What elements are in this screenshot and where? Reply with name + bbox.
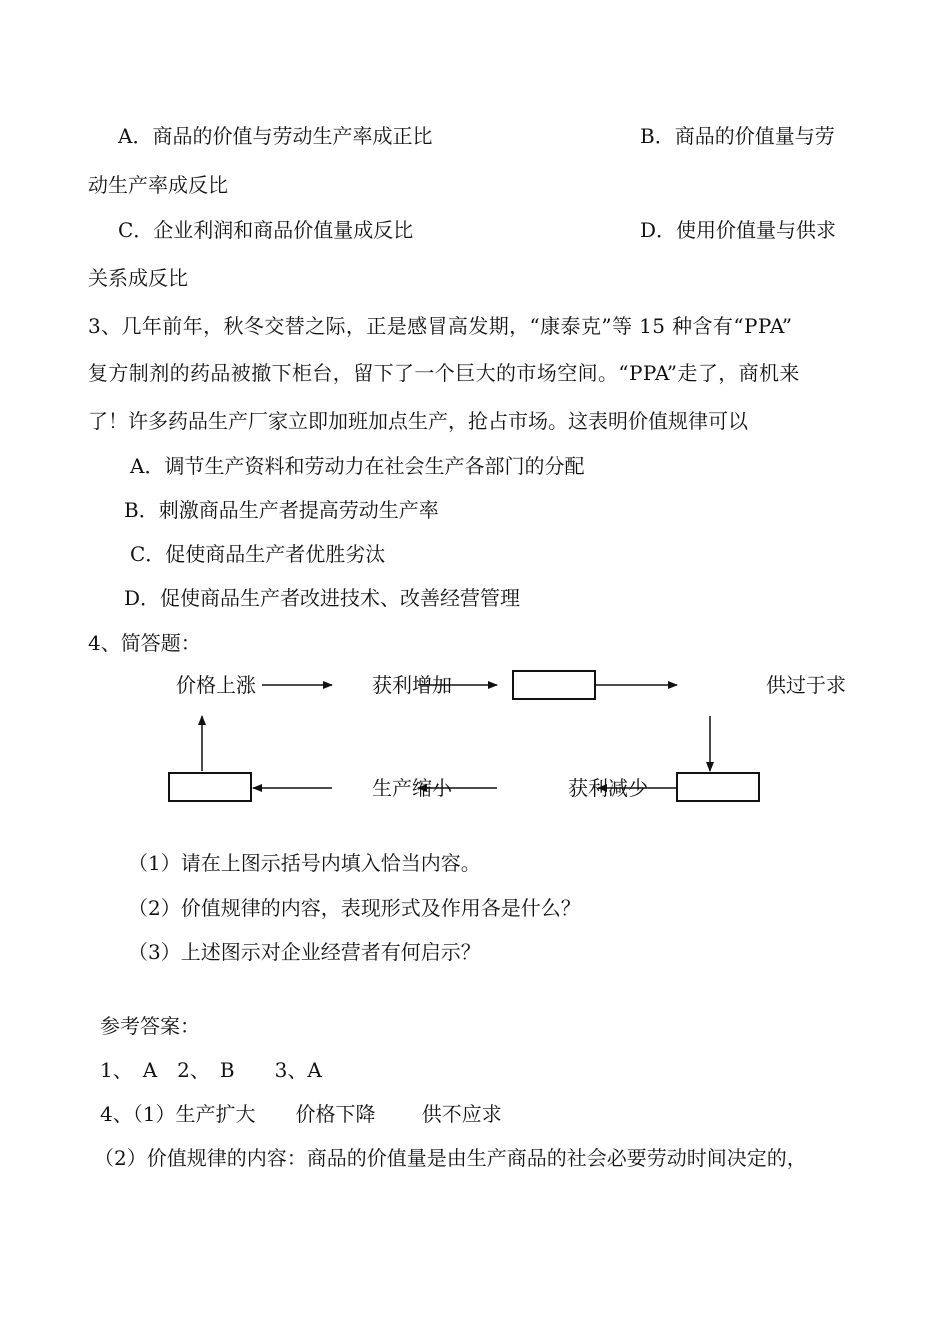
q3-text-line1: 3、几年前年，秋冬交替之际，正是感冒高发期，“康泰克”等 15 种含有“PPA” <box>88 314 793 338</box>
q3-option-d: D．促使商品生产者改进技术、改善经营管理 <box>124 586 521 610</box>
node-profit-down: 获利减少 <box>568 776 648 800</box>
q4-title: 4、简答题： <box>88 631 201 655</box>
q2-option-d: D．使用价值量与供求 <box>640 218 837 242</box>
q4-sub3: （3）上述图示对企业经营者有何启示？ <box>128 940 481 964</box>
answers-line2: 4、（1）生产扩大 价格下降 供不应求 <box>100 1102 502 1126</box>
node-supply-exceeds-demand: 供过于求 <box>766 673 846 697</box>
q3-text-line2: 复方制剂的药品被撤下柜台，留下了一个巨大的市场空间。“PPA”走了，商机来 <box>88 361 800 385</box>
q2-option-c: C．企业利润和商品价值量成反比 <box>118 218 414 242</box>
q3-option-c: C．促使商品生产者优胜劣汰 <box>130 542 386 566</box>
q2-option-d-continued: 关系成反比 <box>88 266 188 290</box>
q2-option-a: A．商品的价值与劳动生产率成正比 <box>118 124 433 148</box>
node-production-down: 生产缩小 <box>372 776 452 800</box>
q3-option-b: B．刺激商品生产者提高劳动生产率 <box>124 498 439 522</box>
node-price-up: 价格上涨 <box>176 673 256 697</box>
answers-line1: 1、 A 2、 B 3、A <box>100 1058 322 1082</box>
q4-sub2: （2）价值规律的内容，表现形式及作用各是什么？ <box>128 896 581 920</box>
answers-heading: 参考答案： <box>100 1014 200 1038</box>
q2-option-b: B．商品的价值量与劳 <box>640 124 835 148</box>
answers-line3: （2）价值规律的内容：商品的价值量是由生产商品的社会必要劳动时间决定的， <box>94 1146 807 1170</box>
q2-option-b-continued: 动生产率成反比 <box>88 173 228 197</box>
q3-option-a: A．调节生产资料和劳动力在社会生产各部门的分配 <box>130 454 585 478</box>
node-profit-up: 获利增加 <box>372 673 452 697</box>
q4-sub1: （1）请在上图示括号内填入恰当内容。 <box>128 851 481 875</box>
q3-text-line3: 了！许多药品生产厂家立即加班加点生产，抢占市场。这表明价值规律可以 <box>88 409 748 433</box>
